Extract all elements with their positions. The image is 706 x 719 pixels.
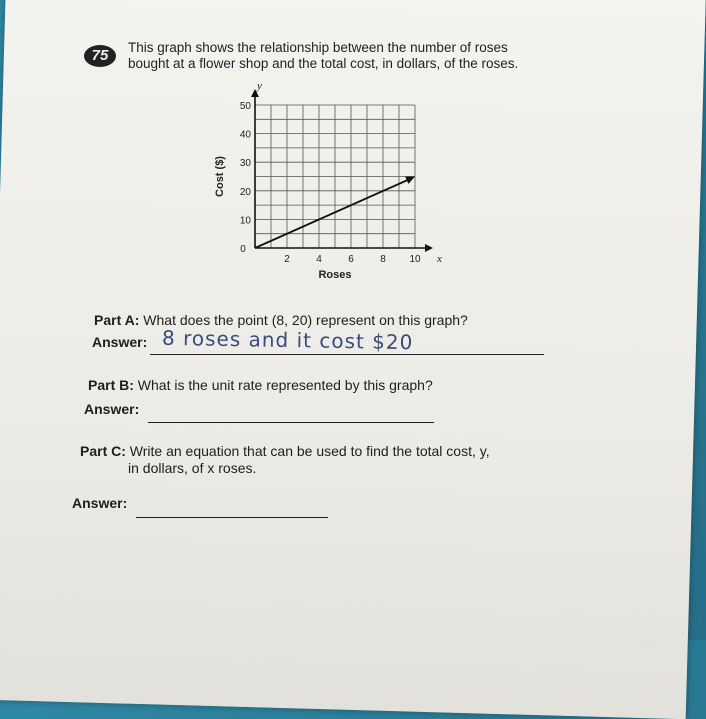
question-line-2: bought at a flower shop and the total cost, in dollars, of the roses. — [128, 56, 519, 71]
part-a-answer-handwriting[interactable]: 8 roses and it cost $20 — [161, 325, 414, 355]
part-b-text: What is the unit rate represented by this graph? — [137, 377, 433, 393]
part-a-answer-label: Answer: — [92, 334, 148, 350]
y-tick-label: 10 — [239, 215, 251, 227]
y-tick-label: 40 — [239, 129, 251, 141]
cost-vs-roses-graph — [200, 80, 440, 290]
x-axis-letter: x — [437, 253, 442, 265]
part-b-answer-label: Answer: — [84, 401, 140, 417]
part-b-label: Part B: — [88, 377, 134, 393]
origin-label: 0 — [240, 244, 246, 255]
part-c-text-2: in dollars, of x roses. — [128, 460, 257, 476]
x-axis-title: Roses — [318, 269, 352, 281]
x-tick-label: 10 — [409, 254, 421, 265]
y-axis-title: Cost ($) — [214, 156, 226, 197]
question-line-1: This graph shows the relationship between the number of roses — [128, 40, 508, 55]
part-a-label: Part A: — [94, 312, 140, 328]
x-tick-label: 6 — [348, 254, 354, 265]
part-c-label: Part C: — [80, 443, 126, 459]
part-c-answer-field[interactable] — [136, 517, 328, 518]
y-axis-letter: y — [257, 80, 262, 92]
x-tick-label: 2 — [284, 254, 290, 265]
part-a-answer-line — [150, 354, 544, 355]
y-tick-label: 30 — [239, 158, 251, 170]
part-c-answer-label: Answer: — [72, 495, 128, 511]
question-number: 75 — [84, 45, 116, 67]
cost-line — [255, 179, 411, 249]
part-b-question — [88, 377, 433, 393]
part-c-text-1: Write an equation that can be used to find the total cost, y, — [129, 443, 490, 459]
x-axis-arrow — [425, 244, 433, 252]
x-tick-label: 4 — [316, 254, 322, 265]
part-a-question — [94, 312, 468, 328]
y-tick-label: 50 — [239, 101, 251, 112]
part-b-answer-field[interactable] — [148, 422, 434, 423]
part-a-text: What does the point (8, 20) represent on this graph? — [143, 312, 468, 328]
part-c-question — [80, 443, 490, 477]
x-tick-label: 8 — [380, 254, 386, 265]
y-tick-label: 20 — [239, 186, 251, 198]
question-text — [128, 40, 568, 72]
